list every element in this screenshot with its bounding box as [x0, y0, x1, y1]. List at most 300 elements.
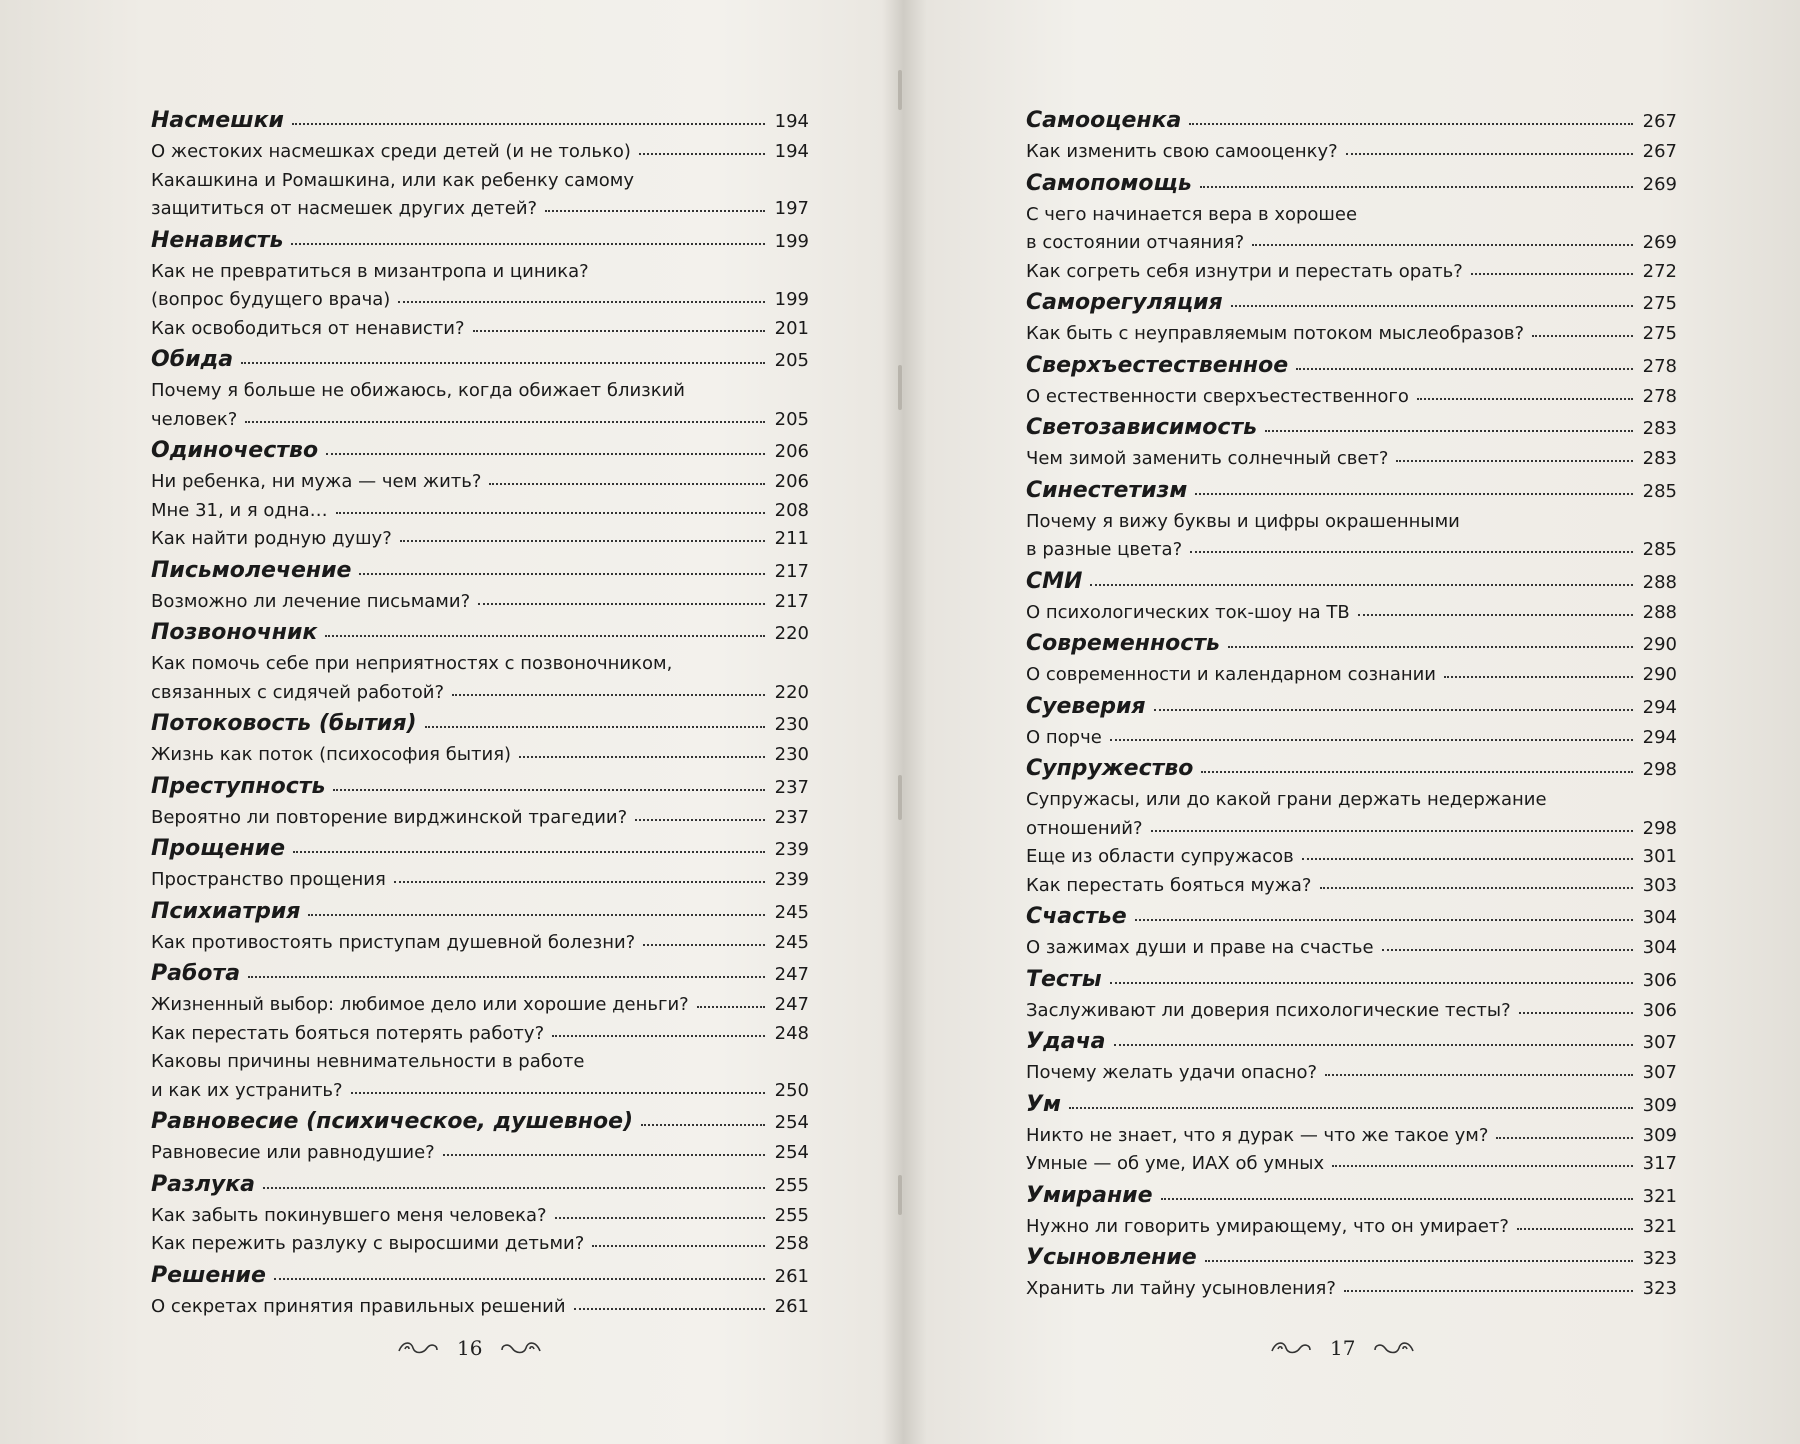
- entry-title: Заслуживают ли доверия психологические тесты?: [1026, 999, 1511, 1021]
- page-ref: 205: [774, 350, 809, 371]
- dot-leader: [1069, 1106, 1633, 1109]
- toc-entry: [151, 497, 809, 526]
- dot-leader: [1161, 1197, 1633, 1200]
- toc-row: [1026, 138, 1677, 167]
- toc-row: [151, 406, 809, 435]
- toc-entry: [1026, 508, 1677, 565]
- section-title: Ум: [1026, 1091, 1061, 1117]
- toc-entry-title-line: Почему я вижу буквы и цифры окрашенными: [1026, 510, 1460, 532]
- page-ref: 217: [774, 560, 809, 582]
- toc-row: [151, 1169, 809, 1202]
- page-ref: 199: [774, 230, 809, 252]
- page-ref: 239: [774, 839, 809, 860]
- page-ref: 261: [774, 1295, 809, 1317]
- section-title: Супружество: [1026, 756, 1194, 781]
- toc-section-heading: [151, 1106, 809, 1139]
- section-title: Равновесие (психическое, душевное): [151, 1109, 634, 1134]
- toc-row: [1026, 964, 1677, 997]
- entry-title: Как освободиться от ненависти?: [151, 317, 465, 339]
- dot-leader: [245, 420, 764, 423]
- page-ref: 275: [1642, 323, 1677, 344]
- toc-row: [1026, 1089, 1677, 1122]
- page-ref: 254: [774, 1112, 809, 1133]
- toc-row: [1026, 872, 1677, 901]
- page-ref: 248: [774, 1022, 809, 1044]
- toc-row: [151, 588, 809, 617]
- toc-section-heading: [1026, 350, 1677, 383]
- toc-row: [1026, 1275, 1677, 1304]
- dot-leader: [308, 913, 764, 916]
- page-ref: 208: [774, 499, 809, 521]
- dot-leader: [635, 818, 764, 821]
- dot-leader: [1519, 1011, 1633, 1014]
- toc-row: [1026, 229, 1677, 258]
- toc-entry: [1026, 934, 1677, 963]
- dot-leader: [643, 943, 764, 946]
- page-ref: 304: [1642, 937, 1677, 958]
- toc-entry: [1026, 1213, 1677, 1242]
- section-title: Удача: [1026, 1029, 1106, 1054]
- entry-title: Как перестать бояться мужа?: [1026, 874, 1312, 896]
- toc-row: [151, 1260, 809, 1293]
- toc-row: [1026, 105, 1677, 138]
- toc-entry: [151, 138, 809, 167]
- toc-row: [1026, 1213, 1677, 1242]
- page-ref: 255: [774, 1204, 809, 1226]
- toc-row: [151, 1230, 809, 1259]
- toc-entry: [1026, 1150, 1677, 1179]
- toc-row: [151, 708, 809, 741]
- toc-entry: [1026, 599, 1677, 628]
- section-title: Самооценка: [1026, 108, 1182, 133]
- toc-section-heading: [151, 771, 809, 804]
- toc-row: [151, 1293, 809, 1322]
- toc-row: [151, 1077, 809, 1106]
- page-ref: 247: [774, 964, 809, 985]
- page-ref: 197: [774, 198, 809, 219]
- dot-leader: [443, 1153, 765, 1156]
- dot-leader: [400, 539, 765, 542]
- toc-entry-title-line: Как помочь себе при неприятностях с позвоночником,: [151, 653, 673, 674]
- dot-leader: [1205, 1259, 1633, 1262]
- entry-title: Еще из области супружасов: [1026, 846, 1294, 867]
- page-ref: 306: [1642, 969, 1677, 991]
- toc-entry: [1026, 258, 1677, 287]
- entry-title: Как перестать бояться потерять работу?: [151, 1022, 545, 1044]
- toc-row: [151, 679, 809, 708]
- entry-title: Возможно ли лечение письмами?: [151, 590, 471, 612]
- entry-title: Вероятно ли повторение вирджинской трагедии?: [151, 806, 628, 828]
- dot-leader: [639, 152, 765, 155]
- dot-leader: [1231, 304, 1633, 307]
- toc-section-heading: [151, 555, 809, 588]
- toc-entry-title-line: Каковы причины невнимательности в работе: [151, 1051, 585, 1072]
- toc-row: [1026, 934, 1677, 963]
- toc-row: [1026, 1059, 1677, 1088]
- section-title: Одиночество: [151, 438, 319, 463]
- toc-section-heading: [1026, 628, 1677, 661]
- toc-section-heading: [151, 105, 809, 138]
- page-ref: 323: [1642, 1278, 1677, 1299]
- entry-title: Как согреть себя изнутри и перестать орать?: [1026, 260, 1463, 282]
- dot-leader: [478, 602, 765, 605]
- dot-leader: [1496, 1136, 1632, 1139]
- toc-row: [151, 1020, 809, 1049]
- toc-row: [1026, 445, 1677, 474]
- toc-section-heading: [1026, 566, 1677, 599]
- page-ref: 217: [774, 590, 809, 612]
- toc-row: [151, 991, 809, 1020]
- toc-entry: [151, 650, 809, 707]
- dot-leader: [519, 755, 765, 758]
- page-ref: 298: [1642, 759, 1677, 780]
- ornament-right-icon: [1371, 1337, 1417, 1359]
- toc-section-heading: [151, 435, 809, 468]
- toc-entry: [151, 468, 809, 497]
- toc-row: [1026, 350, 1677, 383]
- toc-row: [1026, 168, 1677, 201]
- toc-row: [151, 617, 809, 650]
- page-ref: 317: [1642, 1153, 1677, 1174]
- page-ref: 247: [774, 994, 809, 1015]
- toc-section-heading: [1026, 168, 1677, 201]
- page-ref: 283: [1642, 418, 1677, 439]
- toc-entry: [1026, 997, 1677, 1026]
- page-number: 16: [457, 1336, 483, 1360]
- toc-row: [151, 497, 809, 526]
- toc-row: [1026, 691, 1677, 724]
- toc-entry: [1026, 1059, 1677, 1088]
- toc-entry: [1026, 661, 1677, 690]
- dot-leader: [489, 482, 764, 485]
- dot-leader: [326, 452, 765, 455]
- toc-row: [151, 958, 809, 991]
- page-ref: 194: [774, 141, 809, 162]
- toc-row: [1026, 320, 1677, 349]
- page-ref: 306: [1642, 999, 1677, 1021]
- toc-section-heading: [151, 344, 809, 377]
- dot-leader: [1228, 645, 1633, 648]
- dot-leader: [473, 329, 765, 332]
- dot-leader: [425, 725, 765, 728]
- toc-section-heading: [151, 1260, 809, 1293]
- toc-section-heading: [1026, 1026, 1677, 1059]
- entry-title: Никто не знает, что я дурак — что же такое ум?: [1026, 1124, 1489, 1146]
- dot-leader: [398, 300, 764, 303]
- page-ref: 309: [1642, 1094, 1677, 1116]
- toc-entry: [1026, 138, 1677, 167]
- dot-leader: [325, 634, 764, 637]
- entry-title: Умные — об уме, ИАХ об умных: [1026, 1153, 1325, 1174]
- page-ref: 301: [1642, 846, 1677, 867]
- toc-section-heading: [1026, 287, 1677, 320]
- entry-title: Как найти родную душу?: [151, 528, 392, 549]
- page-footer-left: [395, 1336, 544, 1360]
- toc-row: [151, 555, 809, 588]
- entry-title: Как изменить свою самооценку?: [1026, 141, 1338, 162]
- page-ref: 201: [774, 317, 809, 339]
- dot-leader: [1135, 918, 1633, 921]
- entry-title: человек?: [151, 408, 238, 430]
- toc-row: [1026, 815, 1677, 844]
- dot-leader: [291, 242, 764, 245]
- toc-entry: [1026, 445, 1677, 474]
- toc-row: [1026, 1180, 1677, 1213]
- page-ref: 294: [1642, 726, 1677, 748]
- page-ref: 298: [1642, 817, 1677, 839]
- page-ref: 237: [774, 776, 809, 798]
- section-title: Позвоночник: [151, 620, 318, 645]
- section-title: Современность: [1026, 631, 1220, 656]
- dot-leader: [274, 1277, 765, 1280]
- page-ref: 267: [1642, 111, 1677, 132]
- toc-row: [151, 225, 809, 258]
- dot-leader: [552, 1034, 765, 1037]
- toc-entry: [1026, 383, 1677, 412]
- dot-leader: [1396, 459, 1632, 462]
- dot-leader: [241, 361, 765, 364]
- page-ref: 309: [1642, 1124, 1677, 1146]
- toc-row: [1026, 536, 1677, 565]
- dot-leader: [292, 122, 765, 125]
- dot-leader: [394, 880, 765, 883]
- toc-entry: [1026, 724, 1677, 753]
- toc-entry-title-line: Супружасы, или до какой грани держать недержание: [1026, 789, 1547, 810]
- toc-row: [1026, 1242, 1677, 1275]
- page-ref: 220: [774, 623, 809, 644]
- dot-leader: [1154, 708, 1633, 711]
- toc-row: [151, 804, 809, 833]
- section-title: Счастье: [1026, 904, 1127, 929]
- page-ref: 255: [774, 1174, 809, 1196]
- right-page: [900, 0, 1800, 1444]
- dot-leader: [333, 788, 764, 791]
- section-title: Ненависть: [151, 227, 284, 253]
- page-ref: 321: [1642, 1185, 1677, 1207]
- entry-title: О современности и календарном сознании: [1026, 664, 1437, 685]
- dot-leader: [1320, 886, 1633, 889]
- toc-entry: [151, 315, 809, 344]
- toc-row: [151, 929, 809, 958]
- toc-entry-title-line: С чего начинается вера в хорошее: [1026, 203, 1358, 225]
- dot-leader: [1332, 1164, 1632, 1167]
- entry-title: (вопрос будущего врача): [151, 289, 391, 310]
- entry-title: Почему желать удачи опасно?: [1026, 1062, 1318, 1083]
- toc-row: [1026, 997, 1677, 1026]
- page-ref: 267: [1642, 141, 1677, 162]
- section-title: Письмолечение: [151, 557, 352, 583]
- toc-section-heading: [1026, 753, 1677, 786]
- dot-leader: [1201, 770, 1632, 773]
- page-ref: 261: [774, 1265, 809, 1287]
- toc-section-heading: [151, 617, 809, 650]
- entry-title: Хранить ли тайну усыновления?: [1026, 1278, 1336, 1299]
- section-title: Самопомощь: [1026, 170, 1192, 196]
- toc-section-heading: [1026, 475, 1677, 508]
- section-title: Суеверия: [1026, 693, 1146, 719]
- dot-leader: [351, 1091, 765, 1094]
- page-ref: 245: [774, 901, 809, 923]
- page-ref: 307: [1642, 1062, 1677, 1083]
- section-title: Решение: [151, 1262, 266, 1288]
- toc-entry-title-line: Почему я больше не обижаюсь, когда обижает близкий: [151, 380, 685, 401]
- page-ref: 294: [1642, 696, 1677, 718]
- dot-leader: [1532, 334, 1633, 337]
- toc-entry: [151, 588, 809, 617]
- section-title: Обида: [151, 347, 234, 372]
- dot-leader: [641, 1123, 765, 1126]
- page-ref: 278: [1642, 385, 1677, 407]
- section-title: Умирание: [1026, 1182, 1153, 1208]
- entry-title: Как быть с неуправляемым потоком мыслеобразов?: [1026, 323, 1525, 344]
- toc-entry: [151, 866, 809, 895]
- dot-leader: [1302, 857, 1633, 860]
- toc-row: [1026, 287, 1677, 320]
- page-ref: 194: [774, 111, 809, 132]
- toc-entry-title-line: Как не превратиться в мизантропа и циника?: [151, 260, 589, 282]
- toc-entry-title-line: Какашкина и Ромашкина, или как ребенку самому: [151, 169, 635, 191]
- toc-row: [1026, 475, 1677, 508]
- entry-title: Чем зимой заменить солнечный свет?: [1026, 448, 1389, 469]
- toc-row: [151, 286, 809, 315]
- entry-title: в состоянии отчаяния?: [1026, 232, 1245, 253]
- entry-title: Как забыть покинувшего меня человека?: [151, 1204, 547, 1226]
- page-ref: 206: [774, 441, 809, 462]
- toc-row: [1026, 661, 1677, 690]
- dot-leader: [1265, 429, 1633, 432]
- section-title: Разлука: [151, 1171, 255, 1197]
- page-ref: 206: [774, 471, 809, 492]
- dot-leader: [1358, 613, 1633, 616]
- toc-entry: [151, 167, 809, 224]
- toc-row: [151, 833, 809, 866]
- dot-leader: [1517, 1227, 1633, 1230]
- page-ref: 250: [774, 1079, 809, 1101]
- page-ref: 239: [774, 869, 809, 890]
- dot-leader: [1110, 981, 1633, 984]
- toc-row: [151, 468, 809, 497]
- entry-title: защититься от насмешек других детей?: [151, 198, 538, 219]
- toc-row: [1026, 628, 1677, 661]
- section-title: Тесты: [1026, 966, 1102, 992]
- dot-leader: [248, 975, 765, 978]
- dot-leader: [1471, 272, 1633, 275]
- dot-leader: [1090, 583, 1632, 586]
- toc-row: [151, 1202, 809, 1231]
- toc-entry: [1026, 1275, 1677, 1304]
- dot-leader: [1382, 948, 1633, 951]
- toc-entry: [151, 804, 809, 833]
- toc-row: [151, 1139, 809, 1168]
- dot-leader: [452, 693, 765, 696]
- page-ref: 275: [1642, 293, 1677, 314]
- page-ref: 288: [1642, 601, 1677, 623]
- dot-leader: [1346, 152, 1633, 155]
- dot-leader: [359, 572, 764, 575]
- entry-title: Жизненный выбор: любимое дело или хорошие деньги?: [151, 994, 689, 1015]
- toc-row: [151, 138, 809, 167]
- toc-row: [1026, 724, 1677, 753]
- page-ref: 288: [1642, 571, 1677, 593]
- section-title: Усыновление: [1026, 1245, 1197, 1270]
- toc-entry: [151, 1293, 809, 1322]
- toc-row: [1026, 566, 1677, 599]
- page-ref: 230: [774, 714, 809, 735]
- section-title: Работа: [151, 961, 241, 986]
- toc-section-heading: [151, 958, 809, 991]
- entry-title: О жестоких насмешках среди детей (и не только): [151, 141, 631, 162]
- page-ref: 304: [1642, 907, 1677, 928]
- dot-leader: [1417, 397, 1633, 400]
- toc-section-heading: [151, 708, 809, 741]
- section-title: Сверхъестественное: [1026, 352, 1289, 378]
- entry-title: О секретах принятия правильных решений: [151, 1295, 566, 1317]
- toc-entry: [1026, 320, 1677, 349]
- entry-title: О естественности сверхъестественного: [1026, 385, 1409, 407]
- toc-row: [1026, 1150, 1677, 1179]
- toc-entry: [1026, 1122, 1677, 1151]
- dot-leader: [263, 1186, 765, 1189]
- toc-section-heading: [1026, 1089, 1677, 1122]
- toc-row: [151, 315, 809, 344]
- section-title: Прощение: [151, 836, 286, 861]
- toc-row: [151, 105, 809, 138]
- page-ref: 290: [1642, 634, 1677, 655]
- page-footer-right: [1268, 1336, 1417, 1360]
- page-number: 17: [1330, 1336, 1356, 1360]
- page-ref: 230: [774, 744, 809, 765]
- toc-row: [151, 896, 809, 929]
- toc-entry: [151, 1230, 809, 1259]
- toc-row: [1026, 412, 1677, 445]
- toc-row: [1026, 599, 1677, 628]
- toc-entry: [151, 1048, 809, 1105]
- entry-title: Мне 31, и я одна…: [151, 499, 328, 521]
- entry-title: Равновесие или равнодушие?: [151, 1142, 435, 1163]
- toc-row: [151, 866, 809, 895]
- dot-leader: [336, 511, 765, 514]
- toc-section-heading: [1026, 691, 1677, 724]
- toc-row: [1026, 843, 1677, 872]
- toc-entry: [151, 258, 809, 315]
- page-ref: 290: [1642, 664, 1677, 685]
- page-ref: 285: [1642, 539, 1677, 560]
- entry-title: Нужно ли говорить умирающему, что он умирает?: [1026, 1215, 1509, 1237]
- entry-title: Как пережить разлуку с выросшими детьми?: [151, 1233, 585, 1254]
- dot-leader: [555, 1216, 765, 1219]
- page-ref: 199: [774, 289, 809, 310]
- section-title: Потоковость (бытия): [151, 711, 417, 736]
- page-ref: 283: [1642, 448, 1677, 469]
- page-ref: 211: [774, 528, 809, 549]
- toc-section-heading: [1026, 901, 1677, 934]
- page-ref: 205: [774, 408, 809, 430]
- section-title: Светозависимость: [1026, 415, 1258, 440]
- toc-section-heading: [151, 225, 809, 258]
- page-ref: 307: [1642, 1032, 1677, 1053]
- section-title: Преступность: [151, 773, 326, 799]
- toc-row: [1026, 901, 1677, 934]
- toc-row: [151, 1106, 809, 1139]
- entry-title: О порче: [1026, 726, 1102, 748]
- toc-entry: [1026, 786, 1677, 843]
- page-ref: 269: [1642, 173, 1677, 195]
- toc-entry: [1026, 201, 1677, 258]
- toc-entry: [1026, 843, 1677, 872]
- toc-entry: [151, 377, 809, 434]
- toc-row: [151, 771, 809, 804]
- page-ref: 321: [1642, 1215, 1677, 1237]
